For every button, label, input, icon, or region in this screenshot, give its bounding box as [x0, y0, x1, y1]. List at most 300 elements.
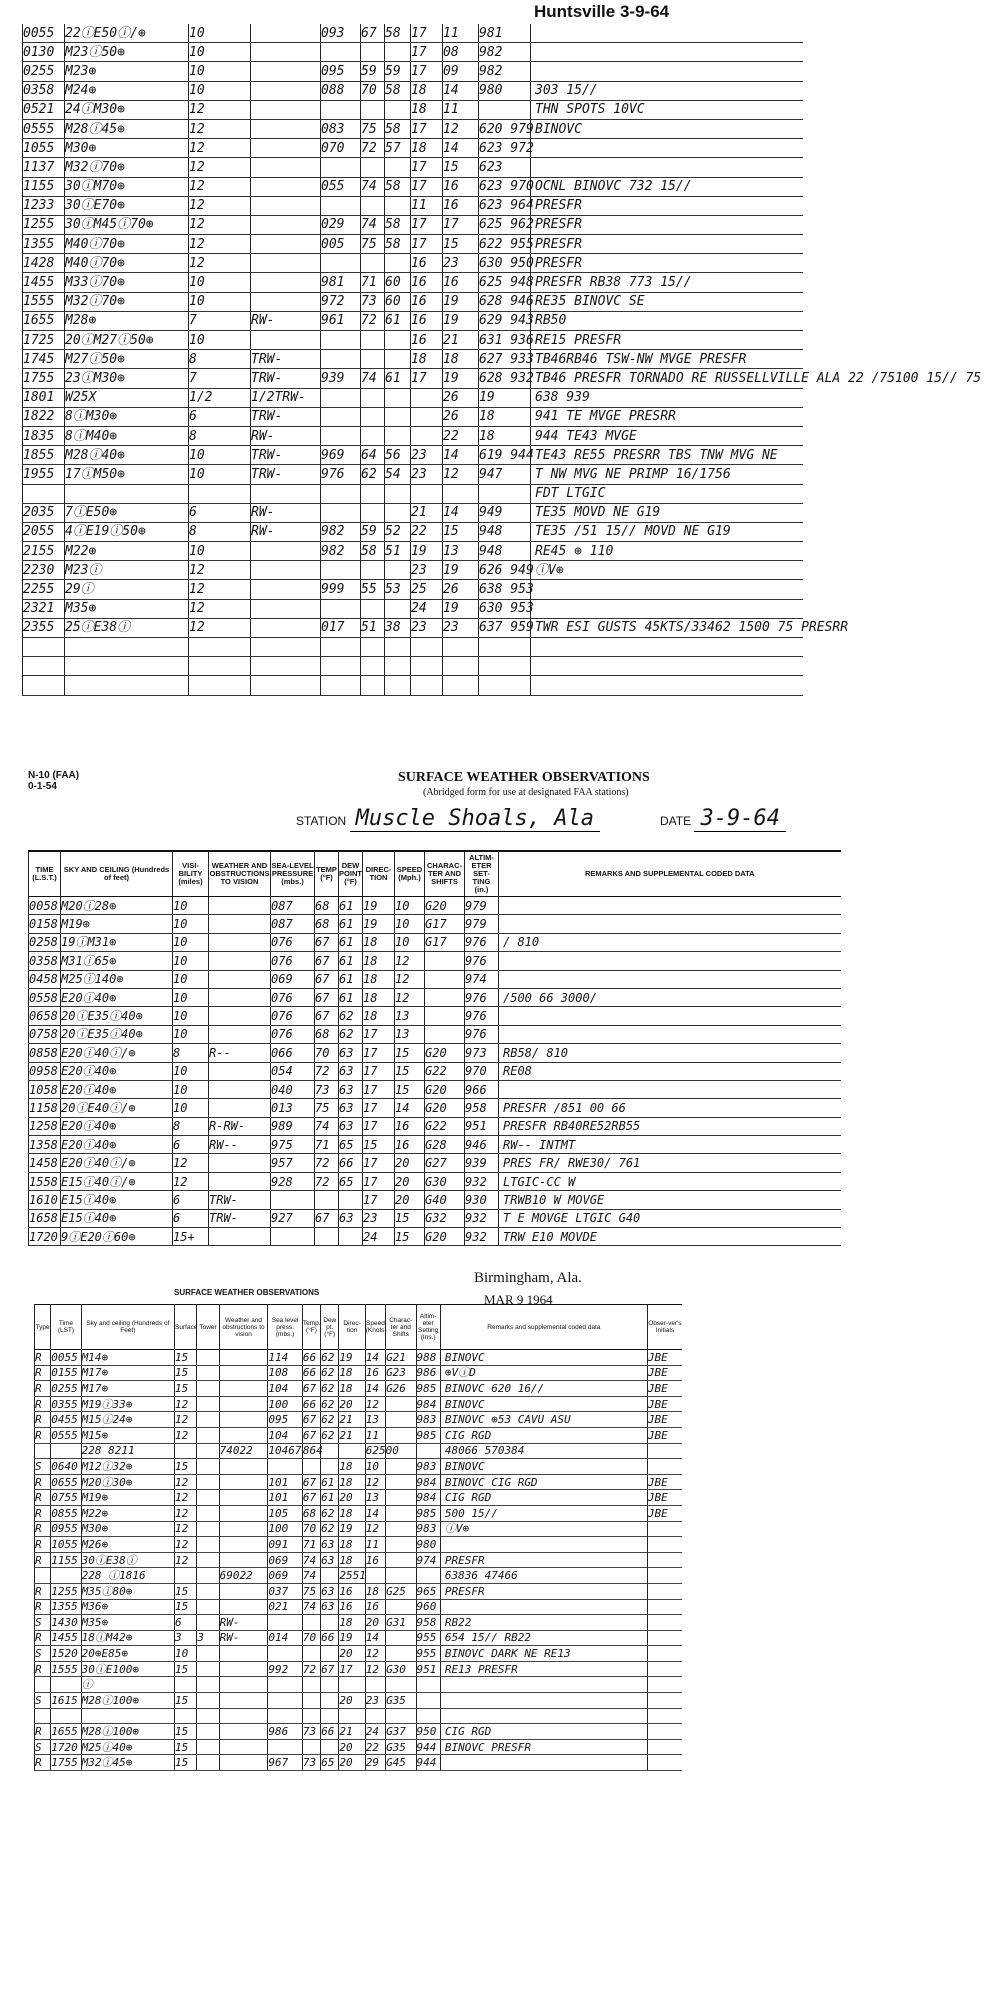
huntsville-cell [385, 426, 411, 445]
form-id: N-10 (FAA) [28, 770, 80, 781]
huntsville-cell [251, 331, 321, 350]
huntsville-cell [251, 638, 321, 657]
huntsville-cell: 58 [385, 235, 411, 254]
birmingham-cell: 63 [321, 1537, 339, 1553]
birmingham-cell [35, 1443, 51, 1459]
muscle-shoals-cell: 12 [395, 970, 425, 988]
birmingham-cell: ⓘV⊕ [440, 1521, 647, 1537]
muscle-shoals-cell: 62 [339, 1025, 363, 1043]
birmingham-cell [386, 1646, 416, 1662]
muscle-shoals-column-header: DEW POINT (°F) [339, 851, 363, 897]
birmingham-cell: 10467 [268, 1444, 302, 1458]
birmingham-cell [321, 1568, 339, 1584]
huntsville-cell [23, 676, 65, 695]
huntsville-cell: 982 [321, 522, 361, 541]
birmingham-cell: 12 [175, 1412, 197, 1428]
huntsville-cell [23, 657, 65, 676]
muscle-shoals-cell: G20 [425, 1044, 465, 1062]
birmingham-cell: 1255 [51, 1583, 81, 1599]
birmingham-cell [647, 1708, 682, 1724]
birmingham-cell: G21 [386, 1350, 416, 1366]
huntsville-cell: 093 [321, 24, 361, 43]
huntsville-cell [251, 119, 321, 138]
huntsville-cell [385, 388, 411, 407]
muscle-shoals-cell: 989 [271, 1117, 315, 1135]
huntsville-cell: T NW MVG NE PRIMP 16/1756 [531, 465, 803, 484]
muscle-shoals-cell [425, 988, 465, 1006]
huntsville-cell: 19 [443, 561, 479, 580]
muscle-shoals-cell [209, 1062, 271, 1080]
huntsville-cell: TE35 MOVD NE G19 [531, 503, 803, 522]
birmingham-cell: 15 [175, 1739, 197, 1755]
huntsville-cell: 51 [361, 618, 385, 637]
muscle-shoals-cell: 23 [363, 1209, 395, 1227]
birmingham-cell: 62 [321, 1365, 339, 1381]
birmingham-cell: 13 [365, 1412, 385, 1428]
huntsville-cell: 12 [189, 196, 251, 215]
muscle-shoals-cell: 0358 [29, 952, 61, 970]
huntsville-cell: 08 [443, 43, 479, 62]
huntsville-cell: 74 [361, 369, 385, 388]
huntsville-row [23, 465, 803, 484]
birmingham-cell: M17⊕ [81, 1365, 174, 1381]
huntsville-cell [385, 158, 411, 177]
huntsville-cell: 12 [189, 177, 251, 196]
muscle-shoals-cell: 10 [173, 915, 209, 933]
huntsville-cell [321, 407, 361, 426]
muscle-shoals-column-header: SPEED (Mph.) [395, 851, 425, 897]
muscle-shoals-cell: TRW- [209, 1191, 271, 1209]
muscle-shoals-column-header: WEATHER AND OBSTRUCTIONS TO VISION [209, 851, 271, 897]
muscle-shoals-cell: 17 [363, 1154, 395, 1172]
birmingham-cell: 71 [302, 1537, 320, 1553]
muscle-shoals-cell [315, 1191, 339, 1209]
huntsville-cell [361, 503, 385, 522]
huntsville-cell: TB46 PRESFR TORNADO RE RUSSELLVILLE ALA 22 /75100 15// 75 [531, 369, 803, 388]
birmingham-cell [302, 1459, 320, 1475]
muscle-shoals-cell: 979 [465, 897, 499, 915]
huntsville-cell [321, 388, 361, 407]
birmingham-cell: 15 [175, 1365, 197, 1381]
huntsville-cell: 18 [443, 350, 479, 369]
birmingham-cell: 228 8211 [81, 1443, 174, 1459]
muscle-shoals-cell: M31ⓘ65⊕ [61, 952, 173, 970]
birmingham-cell: R [35, 1412, 51, 1428]
huntsville-cell [189, 657, 251, 676]
birmingham-cell [268, 1677, 303, 1693]
huntsville-cell: 58 [385, 177, 411, 196]
muscle-shoals-cell [499, 1025, 841, 1043]
birmingham-cell: 1555 [51, 1661, 81, 1677]
birmingham-cell: 67 [302, 1381, 320, 1397]
birmingham-cell [197, 1459, 219, 1475]
birmingham-cell [197, 1755, 219, 1771]
birmingham-cell: 30ⓘE38ⓘ [81, 1552, 174, 1568]
muscle-shoals-cell: 1458 [29, 1154, 61, 1172]
muscle-shoals-cell: 054 [271, 1062, 315, 1080]
birmingham-cell: ⓘ [81, 1677, 174, 1693]
huntsville-cell: 620 979 [479, 119, 531, 138]
muscle-shoals-cell: 973 [465, 1044, 499, 1062]
birmingham-cell: 864 [302, 1444, 323, 1458]
huntsville-cell: 17 [443, 215, 479, 234]
station-name: Muscle Shoals, Ala [350, 806, 600, 832]
muscle-shoals-cell: 0958 [29, 1062, 61, 1080]
huntsville-cell: 948 [479, 542, 531, 561]
huntsville-cell: 2355 [23, 618, 65, 637]
birmingham-cell: 11 [365, 1537, 385, 1553]
huntsville-cell: 630 953 [479, 599, 531, 618]
birmingham-cell: 20 [339, 1646, 365, 1662]
birmingham-cell: 66 [302, 1365, 320, 1381]
huntsville-cell [189, 638, 251, 657]
muscle-shoals-cell: 67 [315, 952, 339, 970]
birmingham-cell: 18 [339, 1381, 365, 1397]
birmingham-column-header: Obser-ver's Initials [647, 1305, 682, 1350]
birmingham-cell: JBE [647, 1350, 682, 1366]
birmingham-cell: 18 [339, 1474, 365, 1490]
muscle-shoals-cell: G32 [425, 1209, 465, 1227]
birmingham-cell: 19 [339, 1630, 365, 1646]
huntsville-cell: 12 [189, 618, 251, 637]
birmingham-cell: M15ⓘ24⊕ [81, 1412, 174, 1428]
huntsville-cell: BINOVC [531, 119, 803, 138]
huntsville-cell [65, 676, 189, 695]
huntsville-cell [251, 273, 321, 292]
huntsville-cell: 944 TE43 MVGE [531, 426, 803, 445]
huntsville-cell: 19 [443, 292, 479, 311]
birmingham-cell: 30ⓘE100⊕ [81, 1661, 174, 1677]
huntsville-cell: 12 [189, 119, 251, 138]
huntsville-cell: 10 [189, 43, 251, 62]
birmingham-cell: 70 [302, 1630, 320, 1646]
muscle-shoals-cell: E20ⓘ40⊕ [61, 1117, 173, 1135]
birmingham-cell [51, 1568, 81, 1584]
huntsville-row [23, 273, 803, 292]
birmingham-cell: BINOVC PRESFR [440, 1739, 647, 1755]
birmingham-cell: 21 [339, 1427, 365, 1443]
birmingham-form-title: SURFACE WEATHER OBSERVATIONS [174, 1288, 320, 1297]
date-label: DATE [660, 814, 692, 828]
huntsville-cell [251, 43, 321, 62]
huntsville-cell [321, 657, 361, 676]
huntsville-cell [189, 676, 251, 695]
muscle-shoals-cell: 1258 [29, 1117, 61, 1135]
birmingham-cell: 20 [339, 1396, 365, 1412]
huntsville-cell [361, 426, 385, 445]
muscle-shoals-cell: 10 [173, 1099, 209, 1117]
huntsville-cell: 1055 [23, 139, 65, 158]
huntsville-cell: 17 [411, 43, 443, 62]
muscle-shoals-cell: 966 [465, 1080, 499, 1098]
birmingham-cell: BINOVC ⊕53 CAVU ASU [440, 1412, 647, 1428]
huntsville-cell: 972 [321, 292, 361, 311]
birmingham-cell: 988 [416, 1350, 440, 1366]
birmingham-cell: 951 [416, 1661, 440, 1677]
muscle-shoals-cell: E15ⓘ40⊕ [61, 1191, 173, 1209]
muscle-shoals-row [29, 952, 841, 970]
birmingham-cell [197, 1505, 219, 1521]
muscle-shoals-cell: E20ⓘ40ⓘ/⊕ [61, 1154, 173, 1172]
muscle-shoals-row [29, 1062, 841, 1080]
huntsville-cell: 16 [411, 331, 443, 350]
huntsville-row [23, 484, 803, 503]
birmingham-row [35, 1505, 683, 1521]
muscle-shoals-cell: 15 [395, 1228, 425, 1246]
birmingham-cell: 958 [416, 1615, 440, 1631]
huntsville-cell: RW- [251, 311, 321, 330]
muscle-shoals-cell: 72 [315, 1172, 339, 1190]
huntsville-cell [251, 254, 321, 273]
muscle-shoals-cell: 10 [173, 933, 209, 951]
birmingham-cell: 65 [321, 1755, 339, 1771]
birmingham-cell [219, 1365, 268, 1381]
muscle-shoals-cell: 10 [173, 1080, 209, 1098]
birmingham-cell [51, 1677, 81, 1693]
huntsville-cell: 10 [189, 24, 251, 43]
birmingham-cell: 63836 47466 [440, 1568, 647, 1584]
muscle-shoals-cell: 13 [395, 1025, 425, 1043]
birmingham-cell [440, 1599, 647, 1615]
muscle-shoals-cell: 087 [271, 915, 315, 933]
huntsville-cell: M30⊕ [65, 139, 189, 158]
huntsville-cell: 58 [361, 542, 385, 561]
birmingham-cell: 63 [321, 1583, 339, 1599]
muscle-shoals-cell: 958 [465, 1099, 499, 1117]
form-date: 0-1-54 [28, 781, 57, 792]
birmingham-cell: 21 [339, 1412, 365, 1428]
muscle-shoals-row [29, 1172, 841, 1190]
birmingham-cell [197, 1724, 219, 1740]
muscle-shoals-cell: R-- [209, 1044, 271, 1062]
huntsville-cell: PRESFR [531, 254, 803, 273]
birmingham-cell: 29 [365, 1755, 385, 1771]
muscle-shoals-column-header: VISI-BILITY (miles) [173, 851, 209, 897]
huntsville-cell: 17ⓘM50⊕ [65, 465, 189, 484]
muscle-shoals-cell: 1658 [29, 1209, 61, 1227]
huntsville-cell: RE35 BINOVC SE [531, 292, 803, 311]
muscle-shoals-cell: 72 [315, 1062, 339, 1080]
muscle-shoals-cell [209, 1080, 271, 1098]
huntsville-cell: 51 [385, 542, 411, 561]
huntsville-cell: TRW- [251, 369, 321, 388]
huntsville-cell: M28ⓘ45⊕ [65, 119, 189, 138]
birmingham-cell: 15 [175, 1755, 197, 1771]
birmingham-cell [440, 1708, 647, 1724]
birmingham-row [35, 1724, 683, 1740]
birmingham-cell: R [35, 1396, 51, 1412]
muscle-shoals-cell: 10 [395, 915, 425, 933]
huntsville-row [23, 158, 803, 177]
birmingham-cell: 1520 [51, 1646, 81, 1662]
huntsville-cell: 1801 [23, 388, 65, 407]
muscle-shoals-cell: 069 [271, 970, 315, 988]
muscle-shoals-cell [425, 952, 465, 970]
huntsville-row [23, 522, 803, 541]
birmingham-cell: JBE [647, 1381, 682, 1397]
muscle-shoals-cell: 63 [339, 1099, 363, 1117]
huntsville-row [23, 350, 803, 369]
birmingham-cell [647, 1537, 682, 1553]
huntsville-cell [385, 638, 411, 657]
muscle-shoals-cell: 976 [465, 952, 499, 970]
observation-date: 3-9-64 [694, 806, 785, 832]
muscle-shoals-cell: 61 [339, 952, 363, 970]
muscle-shoals-cell: 15 [395, 1062, 425, 1080]
birmingham-cell [197, 1474, 219, 1490]
muscle-shoals-cell: /500 66 3000/ [499, 988, 841, 1006]
birmingham-cell [647, 1755, 682, 1771]
muscle-shoals-cell: 61 [339, 933, 363, 951]
huntsville-cell [251, 599, 321, 618]
muscle-shoals-cell: 67 [315, 988, 339, 1006]
birmingham-cell [647, 1615, 682, 1631]
huntsville-cell: 969 [321, 446, 361, 465]
huntsville-row [23, 446, 803, 465]
birmingham-cell: 1455 [51, 1630, 81, 1646]
muscle-shoals-cell: 0658 [29, 1007, 61, 1025]
birmingham-cell: R [35, 1537, 51, 1553]
huntsville-cell [23, 484, 65, 503]
birmingham-cell: RW- [219, 1615, 268, 1631]
huntsville-cell: 23 [443, 618, 479, 637]
birmingham-cell [219, 1350, 268, 1366]
muscle-shoals-cell: G22 [425, 1117, 465, 1135]
muscle-shoals-cell: 1720 [29, 1228, 61, 1246]
muscle-shoals-row [29, 1209, 841, 1227]
muscle-shoals-cell: 946 [465, 1136, 499, 1154]
huntsville-cell: 17 [411, 235, 443, 254]
huntsville-cell: 16 [411, 254, 443, 273]
birmingham-row [35, 1350, 683, 1366]
huntsville-cell [361, 350, 385, 369]
huntsville-cell [321, 599, 361, 618]
birmingham-cell [416, 1693, 440, 1709]
huntsville-cell [361, 158, 385, 177]
birmingham-cell: 15 [175, 1381, 197, 1397]
birmingham-column-header: Time (LST) [51, 1305, 81, 1350]
birmingham-cell: 12 [365, 1646, 385, 1662]
birmingham-cell: 014 [268, 1630, 303, 1646]
muscle-shoals-cell: G17 [425, 933, 465, 951]
birmingham-cell: 6 [175, 1615, 197, 1631]
muscle-shoals-cell: 9ⓘE20ⓘ60⊕ [61, 1228, 173, 1246]
birmingham-cell: R [35, 1505, 51, 1521]
birmingham-cell: G30 [386, 1661, 416, 1677]
birmingham-cell: 12 [175, 1427, 197, 1443]
muscle-shoals-cell: 12 [395, 988, 425, 1006]
huntsville-cell [531, 43, 803, 62]
huntsville-cell: 070 [321, 139, 361, 158]
birmingham-cell [175, 1677, 197, 1693]
muscle-shoals-cell: 20 [395, 1154, 425, 1172]
muscle-shoals-cell: 976 [465, 1025, 499, 1043]
huntsville-cell: 62 [361, 465, 385, 484]
muscle-shoals-sheet [28, 770, 840, 1246]
birmingham-cell: BINOVC DARK NE RE13 [440, 1646, 647, 1662]
huntsville-cell: 005 [321, 235, 361, 254]
huntsville-cell: RE15 PRESFR [531, 331, 803, 350]
birmingham-cell [219, 1396, 268, 1412]
birmingham-cell [197, 1599, 219, 1615]
huntsville-cell [385, 100, 411, 119]
huntsville-cell [251, 24, 321, 43]
birmingham-cell [416, 1443, 440, 1459]
birmingham-cell [440, 1755, 647, 1771]
huntsville-cell: 17 [411, 119, 443, 138]
muscle-shoals-row [29, 1099, 841, 1117]
muscle-shoals-row [29, 988, 841, 1006]
birmingham-row [35, 1459, 683, 1475]
huntsville-cell: 6 [189, 407, 251, 426]
muscle-shoals-row [29, 933, 841, 951]
birmingham-row [35, 1381, 683, 1397]
birmingham-cell [175, 1708, 197, 1724]
muscle-shoals-cell: 10 [395, 933, 425, 951]
birmingham-cell: R [35, 1599, 51, 1615]
huntsville-cell: TRW- [251, 465, 321, 484]
muscle-shoals-cell: 67 [315, 970, 339, 988]
birmingham-column-header: Temp. (°F) [302, 1305, 320, 1350]
birmingham-row [35, 1615, 683, 1631]
muscle-shoals-row [29, 970, 841, 988]
huntsville-cell [361, 599, 385, 618]
birmingham-cell: 0155 [51, 1365, 81, 1381]
huntsville-cell [321, 484, 361, 503]
birmingham-cell: S [35, 1646, 51, 1662]
huntsville-row [23, 24, 803, 43]
birmingham-cell: 24 [365, 1724, 385, 1740]
huntsville-cell [479, 484, 531, 503]
huntsville-row [23, 657, 803, 676]
huntsville-row [23, 599, 803, 618]
huntsville-cell: 72 [361, 311, 385, 330]
birmingham-cell: 984 [416, 1490, 440, 1506]
birmingham-cell [440, 1677, 647, 1693]
huntsville-cell: 982 [321, 542, 361, 561]
birmingham-cell [197, 1646, 219, 1662]
muscle-shoals-cell: 17 [363, 1117, 395, 1135]
birmingham-cell: BINOVC 620 16// [440, 1381, 647, 1397]
birmingham-row [35, 1365, 683, 1381]
muscle-shoals-cell: 932 [465, 1228, 499, 1246]
birmingham-cell: M35ⓘ80⊕ [81, 1583, 174, 1599]
birmingham-cell [321, 1459, 339, 1475]
huntsville-cell: 23 [411, 561, 443, 580]
birmingham-cell: 16 [339, 1599, 365, 1615]
huntsville-cell: 1455 [23, 273, 65, 292]
muscle-shoals-cell: 10 [173, 897, 209, 915]
birmingham-cell [219, 1459, 268, 1475]
birmingham-cell [51, 1443, 81, 1459]
birmingham-cell: 62 [321, 1350, 339, 1366]
birmingham-cell [302, 1708, 320, 1724]
huntsville-cell [385, 350, 411, 369]
muscle-shoals-cell: R-RW- [209, 1117, 271, 1135]
muscle-shoals-cell: 63 [339, 1080, 363, 1098]
huntsville-cell [361, 43, 385, 62]
huntsville-cell: 10 [189, 446, 251, 465]
huntsville-cell: TRW- [251, 407, 321, 426]
muscle-shoals-cell: RW-- INTMT [499, 1136, 841, 1154]
muscle-shoals-row [29, 1136, 841, 1154]
muscle-shoals-cell: 67 [315, 1007, 339, 1025]
birmingham-cell [321, 1615, 339, 1631]
huntsville-cell: 17 [411, 24, 443, 43]
muscle-shoals-cell: 0258 [29, 933, 61, 951]
birmingham-cell: 17 [339, 1661, 365, 1677]
huntsville-cell: TRW- [251, 350, 321, 369]
